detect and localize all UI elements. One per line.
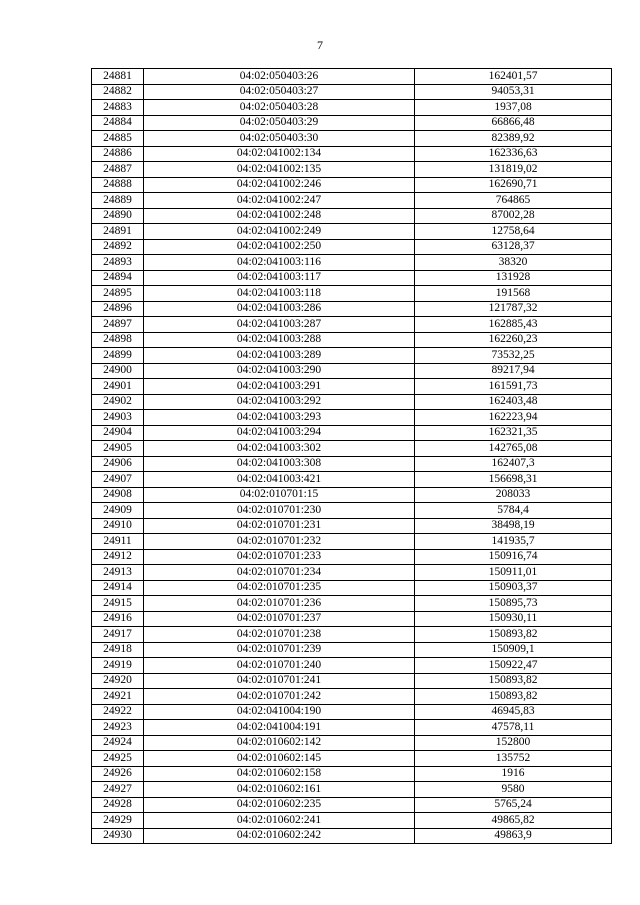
cadastral-value-cell: 208033	[415, 487, 612, 503]
row-number-cell: 24927	[92, 782, 144, 798]
row-number-cell: 24923	[92, 720, 144, 736]
row-number-cell: 24911	[92, 534, 144, 550]
cadastral-number-cell: 04:02:041002:248	[144, 208, 415, 224]
row-number-cell: 24892	[92, 239, 144, 255]
cadastral-value-cell: 162885,43	[415, 317, 612, 333]
cadastral-number-cell: 04:02:010602:158	[144, 766, 415, 782]
row-number-cell: 24920	[92, 673, 144, 689]
table-row	[92, 580, 612, 596]
cadastral-value-cell: 5765,24	[415, 797, 612, 813]
cadastral-number-cell: 04:02:050403:26	[144, 69, 415, 85]
table-row	[92, 549, 612, 565]
cadastral-number-cell: 04:02:010701:239	[144, 642, 415, 658]
cadastral-number-cell: 04:02:041004:191	[144, 720, 415, 736]
table-row	[92, 627, 612, 643]
cadastral-number-cell: 04:02:041003:294	[144, 425, 415, 441]
table-row	[92, 425, 612, 441]
cadastral-value-cell: 1916	[415, 766, 612, 782]
cadastral-value-cell: 764865	[415, 193, 612, 209]
table-row	[92, 704, 612, 720]
cadastral-value-cell: 156698,31	[415, 472, 612, 488]
cadastral-value-cell: 150895,73	[415, 596, 612, 612]
table-row	[92, 565, 612, 581]
row-number-cell: 24900	[92, 363, 144, 379]
cadastral-number-cell: 04:02:010701:237	[144, 611, 415, 627]
table-row	[92, 828, 612, 844]
cadastral-value-cell: 131928	[415, 270, 612, 286]
row-number-cell: 24926	[92, 766, 144, 782]
table-row	[92, 69, 612, 85]
cadastral-number-cell: 04:02:010701:233	[144, 549, 415, 565]
cadastral-number-cell: 04:02:010701:232	[144, 534, 415, 550]
row-number-cell: 24913	[92, 565, 144, 581]
table-row	[92, 456, 612, 472]
cadastral-value-cell: 66866,48	[415, 115, 612, 131]
cadastral-number-cell: 04:02:050403:30	[144, 131, 415, 147]
cadastral-number-cell: 04:02:050403:27	[144, 84, 415, 100]
cadastral-number-cell: 04:02:010701:238	[144, 627, 415, 643]
cadastral-number-cell: 04:02:041003:291	[144, 379, 415, 395]
row-number-cell: 24906	[92, 456, 144, 472]
cadastral-value-cell: 162690,71	[415, 177, 612, 193]
table-row	[92, 518, 612, 534]
cadastral-number-cell: 04:02:041002:250	[144, 239, 415, 255]
row-number-cell: 24889	[92, 193, 144, 209]
row-number-cell: 24887	[92, 162, 144, 178]
table-row	[92, 301, 612, 317]
row-number-cell: 24905	[92, 441, 144, 457]
cadastral-value-cell: 150909,1	[415, 642, 612, 658]
table-row	[92, 720, 612, 736]
cadastral-number-cell: 04:02:010602:145	[144, 751, 415, 767]
cadastral-number-cell: 04:02:041003:302	[144, 441, 415, 457]
cadastral-number-cell: 04:02:010701:240	[144, 658, 415, 674]
row-number-cell: 24914	[92, 580, 144, 596]
table-row	[92, 193, 612, 209]
row-number-cell: 24925	[92, 751, 144, 767]
row-number-cell: 24917	[92, 627, 144, 643]
cadastral-value-cell: 150903,37	[415, 580, 612, 596]
cadastral-value-cell: 162407,3	[415, 456, 612, 472]
cadastral-number-cell: 04:02:041002:247	[144, 193, 415, 209]
table-row	[92, 270, 612, 286]
row-number-cell: 24912	[92, 549, 144, 565]
row-number-cell: 24924	[92, 735, 144, 751]
cadastral-number-cell: 04:02:010701:234	[144, 565, 415, 581]
cadastral-value-cell: 73532,25	[415, 348, 612, 364]
table-row	[92, 487, 612, 503]
cadastral-number-cell: 04:02:010602:235	[144, 797, 415, 813]
cadastral-value-cell: 191568	[415, 286, 612, 302]
cadastral-value-cell: 135752	[415, 751, 612, 767]
cadastral-value-cell: 87002,28	[415, 208, 612, 224]
cadastral-number-cell: 04:02:041002:249	[144, 224, 415, 240]
table-row	[92, 735, 612, 751]
table-row	[92, 224, 612, 240]
cadastral-number-cell: 04:02:050403:29	[144, 115, 415, 131]
cadastral-value-cell: 161591,73	[415, 379, 612, 395]
row-number-cell: 24907	[92, 472, 144, 488]
cadastral-number-cell: 04:02:010602:241	[144, 813, 415, 829]
row-number-cell: 24899	[92, 348, 144, 364]
table-row	[92, 286, 612, 302]
cadastral-number-cell: 04:02:010701:242	[144, 689, 415, 705]
page-number: 7	[317, 38, 323, 52]
cadastral-value-cell: 150911,01	[415, 565, 612, 581]
row-number-cell: 24904	[92, 425, 144, 441]
row-number-cell: 24883	[92, 100, 144, 116]
cadastral-number-cell: 04:02:041003:288	[144, 332, 415, 348]
cadastral-value-cell: 82389,92	[415, 131, 612, 147]
cadastral-number-cell: 04:02:041003:286	[144, 301, 415, 317]
row-number-cell: 24897	[92, 317, 144, 333]
cadastral-value-cell: 49863,9	[415, 828, 612, 844]
cadastral-value-cell: 162403,48	[415, 394, 612, 410]
table-row	[92, 751, 612, 767]
cadastral-number-cell: 04:02:010602:142	[144, 735, 415, 751]
table-row	[92, 255, 612, 271]
cadastral-number-cell: 04:02:010701:236	[144, 596, 415, 612]
table-row	[92, 503, 612, 519]
cadastral-value-table	[91, 68, 612, 844]
table-row	[92, 131, 612, 147]
cadastral-number-cell: 04:02:010701:15	[144, 487, 415, 503]
cadastral-value-cell: 162223,94	[415, 410, 612, 426]
cadastral-value-cell: 131819,02	[415, 162, 612, 178]
row-number-cell: 24894	[92, 270, 144, 286]
cadastral-value-cell: 152800	[415, 735, 612, 751]
row-number-cell: 24919	[92, 658, 144, 674]
cadastral-value-cell: 150893,82	[415, 627, 612, 643]
table-row	[92, 534, 612, 550]
row-number-cell: 24885	[92, 131, 144, 147]
row-number-cell: 24922	[92, 704, 144, 720]
cadastral-value-cell: 162260,23	[415, 332, 612, 348]
table-row	[92, 782, 612, 798]
table-row	[92, 813, 612, 829]
cadastral-value-cell: 89217,94	[415, 363, 612, 379]
table-row	[92, 394, 612, 410]
table-row	[92, 766, 612, 782]
row-number-cell: 24898	[92, 332, 144, 348]
cadastral-value-cell: 12758,64	[415, 224, 612, 240]
table-row	[92, 84, 612, 100]
table-row	[92, 658, 612, 674]
row-number-cell: 24902	[92, 394, 144, 410]
cadastral-number-cell: 04:02:041003:116	[144, 255, 415, 271]
row-number-cell: 24882	[92, 84, 144, 100]
table-row	[92, 689, 612, 705]
row-number-cell: 24903	[92, 410, 144, 426]
cadastral-value-cell: 121787,32	[415, 301, 612, 317]
row-number-cell: 24918	[92, 642, 144, 658]
cadastral-value-cell: 141935,7	[415, 534, 612, 550]
table-row	[92, 177, 612, 193]
row-number-cell: 24886	[92, 146, 144, 162]
cadastral-value-cell: 94053,31	[415, 84, 612, 100]
cadastral-number-cell: 04:02:041003:292	[144, 394, 415, 410]
row-number-cell: 24891	[92, 224, 144, 240]
row-number-cell: 24896	[92, 301, 144, 317]
table-row	[92, 673, 612, 689]
row-number-cell: 24929	[92, 813, 144, 829]
cadastral-value-cell: 162336,63	[415, 146, 612, 162]
cadastral-value-cell: 150916,74	[415, 549, 612, 565]
cadastral-number-cell: 04:02:041002:134	[144, 146, 415, 162]
table-row	[92, 332, 612, 348]
cadastral-number-cell: 04:02:010701:235	[144, 580, 415, 596]
cadastral-number-cell: 04:02:041003:287	[144, 317, 415, 333]
table-row	[92, 115, 612, 131]
cadastral-value-cell: 142765,08	[415, 441, 612, 457]
table-row	[92, 410, 612, 426]
cadastral-value-cell: 150893,82	[415, 673, 612, 689]
cadastral-number-cell: 04:02:041003:289	[144, 348, 415, 364]
cadastral-value-cell: 150922,47	[415, 658, 612, 674]
cadastral-number-cell: 04:02:010602:242	[144, 828, 415, 844]
table-row	[92, 642, 612, 658]
row-number-cell: 24893	[92, 255, 144, 271]
cadastral-number-cell: 04:02:010701:230	[144, 503, 415, 519]
cadastral-value-cell: 9580	[415, 782, 612, 798]
cadastral-value-cell: 38498,19	[415, 518, 612, 534]
cadastral-number-cell: 04:02:010701:241	[144, 673, 415, 689]
table-row	[92, 472, 612, 488]
cadastral-value-cell: 38320	[415, 255, 612, 271]
cadastral-number-cell: 04:02:041004:190	[144, 704, 415, 720]
cadastral-value-cell: 46945,83	[415, 704, 612, 720]
table-row	[92, 208, 612, 224]
row-number-cell: 24908	[92, 487, 144, 503]
row-number-cell: 24916	[92, 611, 144, 627]
row-number-cell: 24915	[92, 596, 144, 612]
table-row	[92, 363, 612, 379]
table-row	[92, 596, 612, 612]
row-number-cell: 24890	[92, 208, 144, 224]
cadastral-number-cell: 04:02:010701:231	[144, 518, 415, 534]
row-number-cell: 24921	[92, 689, 144, 705]
table-row	[92, 100, 612, 116]
row-number-cell: 24928	[92, 797, 144, 813]
cadastral-number-cell: 04:02:041003:117	[144, 270, 415, 286]
cadastral-value-cell: 5784,4	[415, 503, 612, 519]
row-number-cell: 24888	[92, 177, 144, 193]
cadastral-value-cell: 162401,57	[415, 69, 612, 85]
cadastral-number-cell: 04:02:041002:135	[144, 162, 415, 178]
row-number-cell: 24910	[92, 518, 144, 534]
table-row	[92, 441, 612, 457]
cadastral-value-cell: 150893,82	[415, 689, 612, 705]
table-row	[92, 162, 612, 178]
row-number-cell: 24881	[92, 69, 144, 85]
cadastral-value-cell: 162321,35	[415, 425, 612, 441]
cadastral-number-cell: 04:02:041002:246	[144, 177, 415, 193]
cadastral-number-cell: 04:02:041003:118	[144, 286, 415, 302]
row-number-cell: 24901	[92, 379, 144, 395]
cadastral-number-cell: 04:02:041003:421	[144, 472, 415, 488]
cadastral-number-cell: 04:02:050403:28	[144, 100, 415, 116]
table-row	[92, 317, 612, 333]
table-row	[92, 146, 612, 162]
cadastral-number-cell: 04:02:041003:308	[144, 456, 415, 472]
cadastral-value-cell: 150930,11	[415, 611, 612, 627]
table-row	[92, 348, 612, 364]
cadastral-number-cell: 04:02:010602:161	[144, 782, 415, 798]
row-number-cell: 24895	[92, 286, 144, 302]
row-number-cell: 24930	[92, 828, 144, 844]
cadastral-value-cell: 49865,82	[415, 813, 612, 829]
cadastral-value-cell: 47578,11	[415, 720, 612, 736]
table-row	[92, 379, 612, 395]
cadastral-value-cell: 1937,08	[415, 100, 612, 116]
row-number-cell: 24909	[92, 503, 144, 519]
cadastral-value-cell: 63128,37	[415, 239, 612, 255]
cadastral-number-cell: 04:02:041003:290	[144, 363, 415, 379]
table-row	[92, 611, 612, 627]
table-row	[92, 239, 612, 255]
table-body	[92, 69, 612, 844]
table-row	[92, 797, 612, 813]
cadastral-number-cell: 04:02:041003:293	[144, 410, 415, 426]
row-number-cell: 24884	[92, 115, 144, 131]
